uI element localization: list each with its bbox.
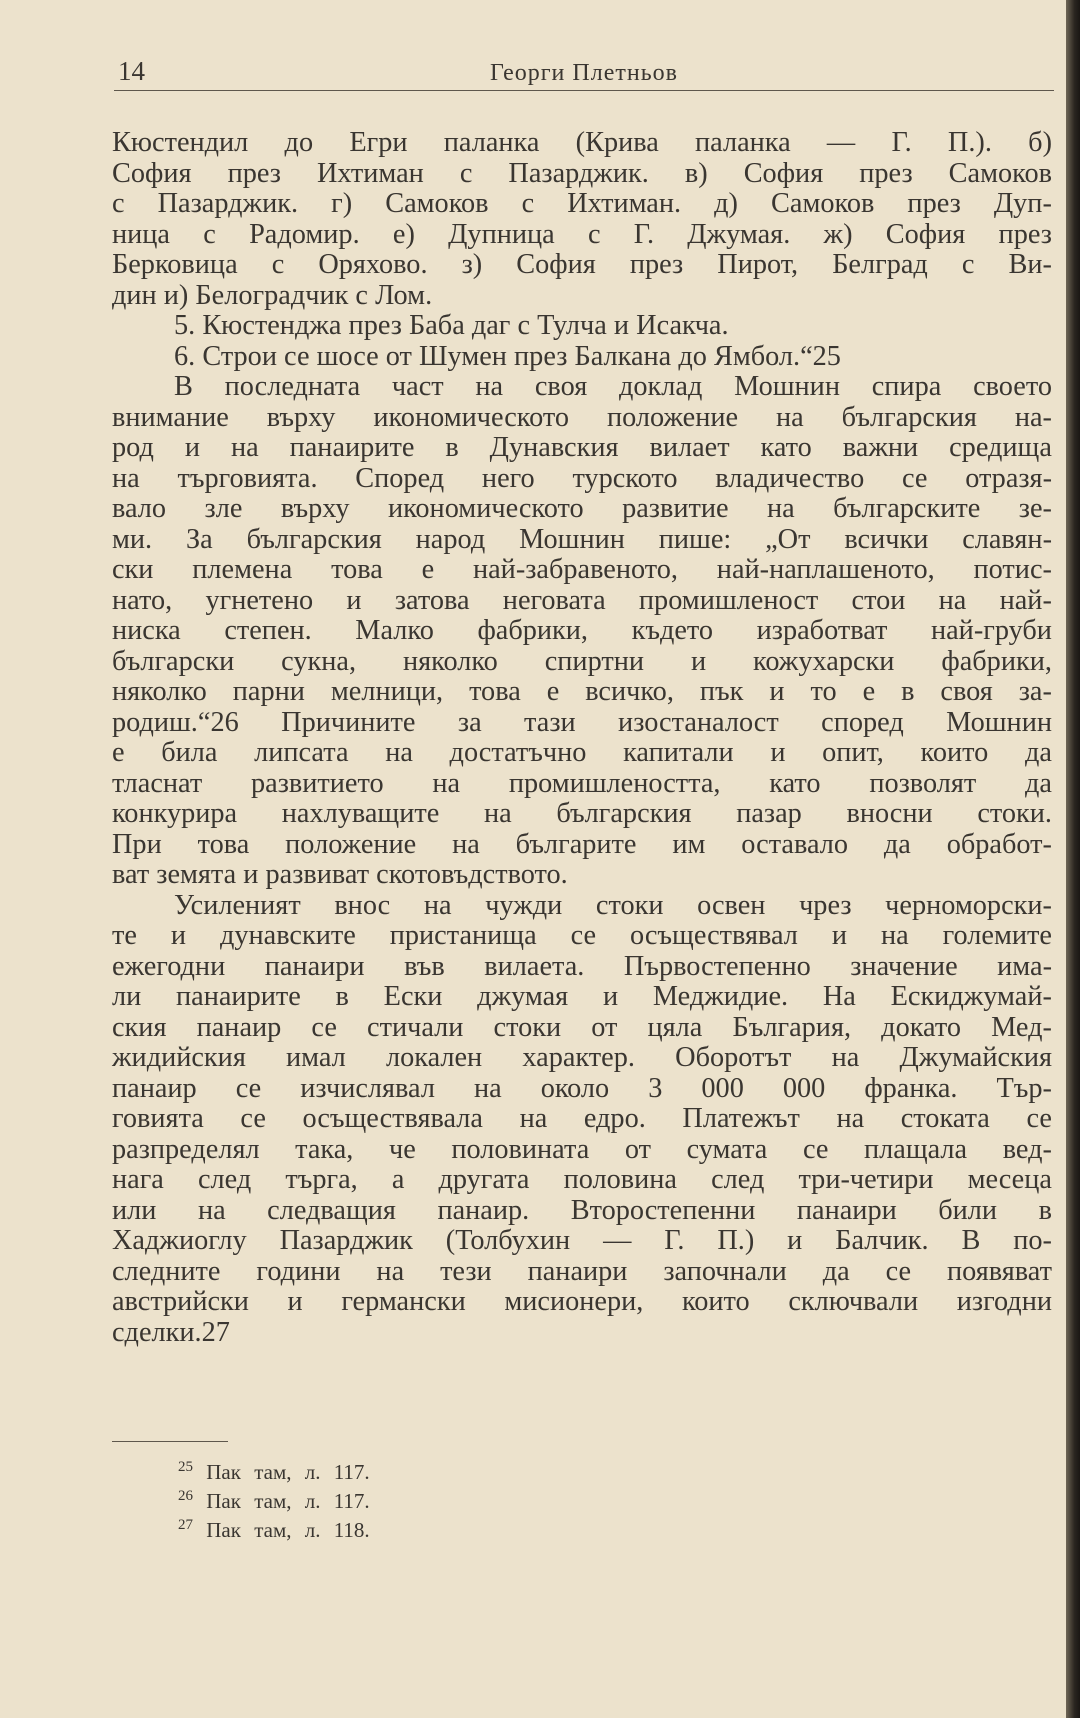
text-line: няколко парни мелници, това е всичко, пък и то е в своя за-	[112, 676, 1052, 707]
text-line: Берковица с Оряхово. з) София през Пирот, Белград с Ви-	[112, 249, 1052, 280]
text-line: внимание върху икономическото положение на българския на-	[112, 401, 1052, 433]
text-line: разпределял така, че половината от сумата се плащала вед-	[112, 1133, 1052, 1165]
text-line: панаир се изчислявал на около 3 000 000 франка. Тър-	[112, 1072, 1052, 1104]
footnote-number: 27	[178, 1517, 193, 1533]
text-line: с Пазарджик. г) Самоков с Ихтиман. д) Самоков през Дуп-	[112, 188, 1052, 219]
text-line: 5. Кюстенджа през Баба даг с Тулча и Исакча.	[174, 310, 729, 341]
text-line: на търговията. Според него турското владичество се отразя-	[112, 462, 1052, 494]
text-line: нага след търга, а другата половина след три-четири месеца	[112, 1164, 1052, 1195]
text-line: ския панаир се стичали стоки от цяла България, докато Мед-	[112, 1011, 1052, 1043]
footnote-text: Пак там, л. 118.	[206, 1518, 370, 1542]
text-line: жидийския имал локален характер. Оборотът на Джумайския	[112, 1042, 1052, 1073]
page-binding-edge	[1066, 0, 1080, 1718]
page-number: 14	[118, 56, 145, 86]
text-line: нато, угнетено и затова неговата промишленост стои на най-	[112, 584, 1052, 616]
text-line: тласнат развитието на промишлеността, като позволят да	[112, 767, 1052, 799]
text-line: австрийски и германски мисионери, които сключвали изгодни	[112, 1286, 1052, 1317]
footnote-number: 25	[178, 1459, 193, 1475]
text-line: При това положение на българите им оставало да обработ-	[112, 828, 1052, 860]
text-line: ват земята и развиват скотовъдството.	[112, 859, 568, 890]
text-line: род и на панаирите в Дунавския вилает като важни средища	[112, 432, 1052, 463]
text-line: дин и) Белоградчик с Лом.	[112, 279, 433, 311]
text-line: Кюстендил до Егри паланка (Крива паланка — Г. П.). б)	[112, 127, 1052, 158]
text-line: 6. Строи се шосе от Шумен през Балкана до Ямбол.“25	[174, 340, 841, 372]
text-line: или на следващия панаир. Второстепенни панаири били в	[112, 1194, 1052, 1226]
footnote-rule	[112, 1441, 228, 1442]
body-text	[112, 128, 1052, 1348]
text-line: следните години на тези панаири започнали да се появяват	[112, 1255, 1052, 1287]
running-title: Георги Плетньов	[490, 60, 678, 86]
footnote	[178, 1455, 370, 1484]
footnote-text: Пак там, л. 117.	[206, 1460, 370, 1484]
text-line: Хаджиоглу Пазарджик (Толбухин — Г. П.) и Балчик. В по-	[112, 1225, 1052, 1256]
text-line: ниска степен. Малко фабрики, където изработват най-груби	[112, 615, 1052, 646]
text-line: В последната част на своя доклад Мошнин спира своето	[174, 371, 1052, 402]
text-line: ли панаирите в Ески джумая и Меджидие. На Ескиджумай-	[112, 981, 1052, 1012]
text-line: родиш.“26 Причините за тази изостаналост според Мошнин	[112, 706, 1052, 738]
page-header	[114, 52, 1054, 92]
footnote-text: Пак там, л. 117.	[206, 1489, 370, 1513]
footnote	[178, 1484, 370, 1513]
text-line: ски племена това е най-забравеното, най-наплашеното, потис-	[112, 554, 1052, 585]
text-line: ми. За българския народ Мошнин пише: „От всички славян-	[112, 523, 1052, 555]
header-rule	[114, 90, 1054, 91]
text-line: вало зле върху икономическото развитие на българските зе-	[112, 493, 1052, 524]
footnote-number: 26	[178, 1488, 193, 1504]
text-line: конкурира нахлуващите на българския пазар вносни стоки.	[112, 798, 1052, 829]
footnote	[178, 1513, 370, 1542]
text-line: София през Ихтиман с Пазарджик. в) София през Самоков	[112, 157, 1052, 189]
text-line: е била липсата на достатъчно капитали и опит, които да	[112, 737, 1052, 768]
text-line: ежегодни панаири във вилаета. Първостепенно значение има-	[112, 950, 1052, 982]
text-line: те и дунавските пристанища се осъществявал и на големите	[112, 920, 1052, 951]
text-line: Усиленият внос на чужди стоки освен чрез черноморски-	[174, 889, 1052, 921]
footnotes	[178, 1455, 370, 1542]
text-line: български сукна, няколко спиртни и кожухарски фабрики,	[112, 645, 1052, 677]
text-line: сделки.27	[112, 1316, 230, 1348]
text-line: ница с Радомир. е) Дупница с Г. Джумая. ж) София през	[112, 218, 1052, 250]
text-line: говията се осъществявала на едро. Платежът на стоката се	[112, 1103, 1052, 1134]
